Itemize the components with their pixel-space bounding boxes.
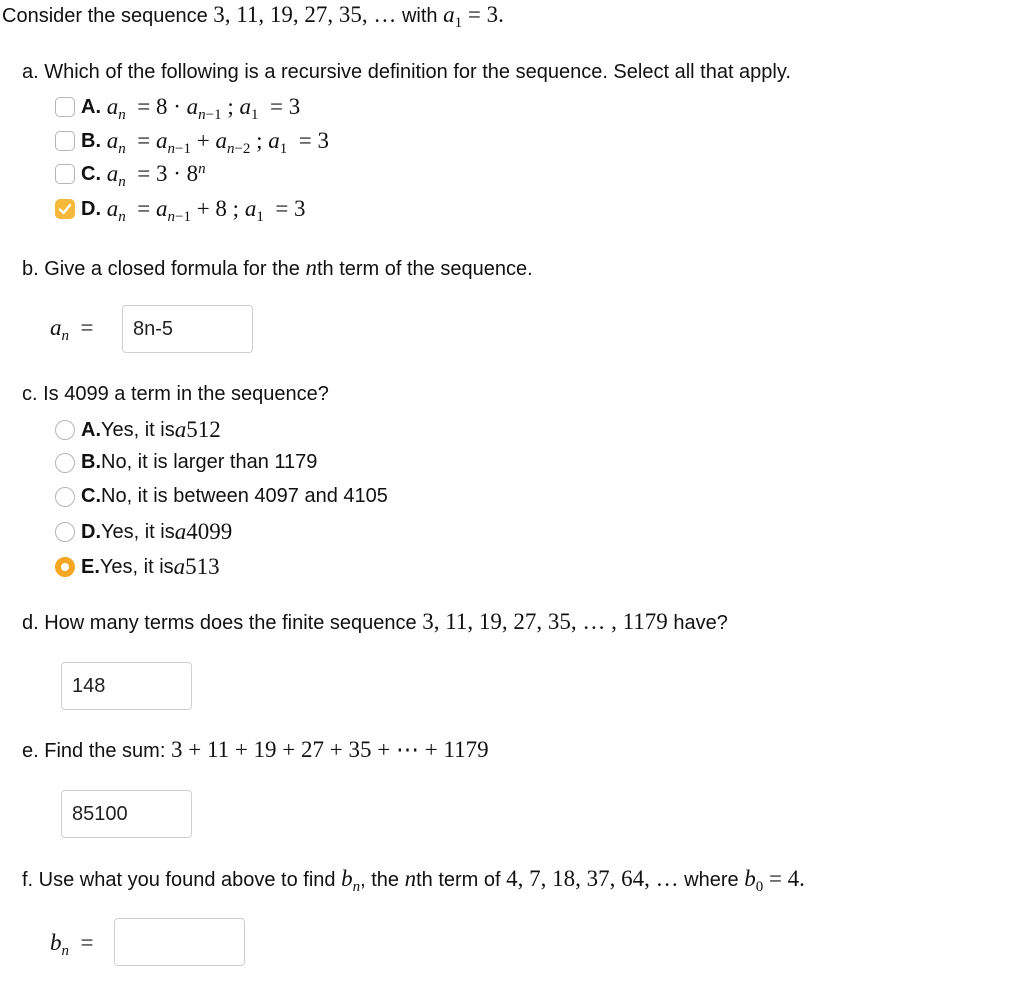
part-f-where: where [678, 869, 745, 891]
option-c-formula: $a_n = 3 \cdot 8^n$ [106, 161, 206, 190]
part-b-prefix: b. Give a closed formula for the [22, 258, 306, 280]
radio-d-label: D. [81, 520, 101, 543]
option-b-formula: $a_n = a_{n-1} + a_{n-2}$ ; $a_1 = 3$ [106, 128, 330, 157]
checkbox-c[interactable] [55, 164, 75, 184]
part-f-mid2: th term of [416, 869, 507, 891]
part-d-suffix: have? [667, 612, 728, 634]
checkbox-d[interactable] [55, 199, 75, 219]
part-d-question [22, 609, 728, 635]
radio-e[interactable] [55, 557, 75, 577]
radio-d[interactable] [55, 522, 75, 542]
part-c-option-a[interactable]: A. Yes, it is a 512 [55, 417, 221, 443]
part-d-prefix: d. How many terms does the finite sequence [22, 612, 423, 634]
sum-input[interactable] [61, 790, 192, 838]
radio-b[interactable] [55, 453, 75, 473]
radio-d-text: Yes, it is [101, 520, 175, 543]
radio-e-label: E. [81, 555, 100, 578]
intro-prefix: Consider the sequence [2, 5, 214, 27]
closed-formula-input[interactable] [122, 305, 253, 353]
radio-a[interactable] [55, 420, 75, 440]
radio-c[interactable] [55, 487, 75, 507]
radio-b-label: B. [81, 451, 101, 473]
part-c-option-c[interactable] [55, 485, 388, 508]
part-b-suffix: th term of the sequence. [316, 258, 533, 280]
part-f-sequence: 4, 7, 18, 37, 64, … [506, 866, 679, 891]
part-f-mid: , the [360, 869, 405, 891]
part-b-question: b. Give a closed formula for the nth term of the sequence. [22, 255, 533, 280]
checkbox-a[interactable] [55, 97, 75, 117]
part-e-prefix: e. Find the sum: [22, 740, 171, 762]
bn-label: $b_n$ = [50, 930, 94, 959]
term-count-input[interactable] [61, 662, 192, 710]
part-e-expression: 3 + 11 + 19 + 27 + 35 + ⋯ + 1179 [170, 737, 489, 762]
option-a-label: A. [81, 95, 101, 118]
part-a-option-c[interactable] [55, 161, 206, 190]
option-d-formula: $a_n = a_{n-1} + 8$ ; $a_1 = 3$ [106, 196, 306, 225]
part-e-question [22, 737, 489, 763]
radio-a-text: Yes, it is [101, 418, 175, 441]
intro-with: with [396, 5, 444, 27]
part-c-option-b[interactable] [55, 451, 317, 474]
part-f-b0-value: = 4. [763, 866, 805, 891]
intro-line: Consider the sequence 3, 11, 19, 27, 35, … with $a_1 = 3$. [2, 2, 504, 31]
radio-c-text: No, it is between 4097 and 4105 [101, 485, 388, 507]
part-f-question: f. Use what you found above to find $b_n$, the nth term of 4, 7, 18, 37, 64, … where $b_0 = 4$. [22, 866, 805, 895]
option-d-label: D. [81, 197, 101, 220]
sum-value: 85100 [72, 802, 128, 825]
checkmark-icon [58, 202, 72, 216]
radio-b-text: No, it is larger than 1179 [101, 451, 318, 473]
option-a-formula: $a_n = 8 \cdot a_{n-1}$ ; $a_1 = 3$ [106, 94, 301, 123]
part-a-option-b[interactable] [55, 128, 330, 157]
part-c-option-e[interactable]: E. Yes, it is a 513 [55, 554, 220, 580]
radio-dot-icon [61, 563, 69, 571]
an-label: $a_n$ = [50, 315, 94, 344]
term-count-value: 148 [72, 674, 106, 697]
part-a-option-a[interactable] [55, 94, 301, 123]
part-c-question: c. Is 4099 a term in the sequence? [22, 383, 329, 405]
part-f-prefix: f. Use what you found above to find [22, 869, 342, 891]
intro-sequence: 3, 11, 19, 27, 35, … [213, 2, 397, 27]
option-c-label: C. [81, 162, 101, 185]
checkbox-b[interactable] [55, 131, 75, 151]
radio-c-label: C. [81, 485, 101, 507]
part-d-sequence: 3, 11, 19, 27, 35, … , 1179 [422, 609, 668, 634]
radio-a-label: A. [81, 418, 101, 441]
closed-formula-value: 8n-5 [133, 317, 174, 340]
bn-formula-input[interactable] [114, 918, 245, 966]
part-a-option-d[interactable] [55, 196, 306, 225]
intro-a1-value: = 3. [462, 2, 504, 27]
part-c-option-d[interactable]: D. Yes, it is a 4099 [55, 519, 232, 545]
option-b-label: B. [81, 129, 101, 152]
part-a-question: a. Which of the following is a recursive definition for the sequence. Select all that apply. [22, 61, 791, 83]
radio-e-text: Yes, it is [99, 555, 174, 578]
